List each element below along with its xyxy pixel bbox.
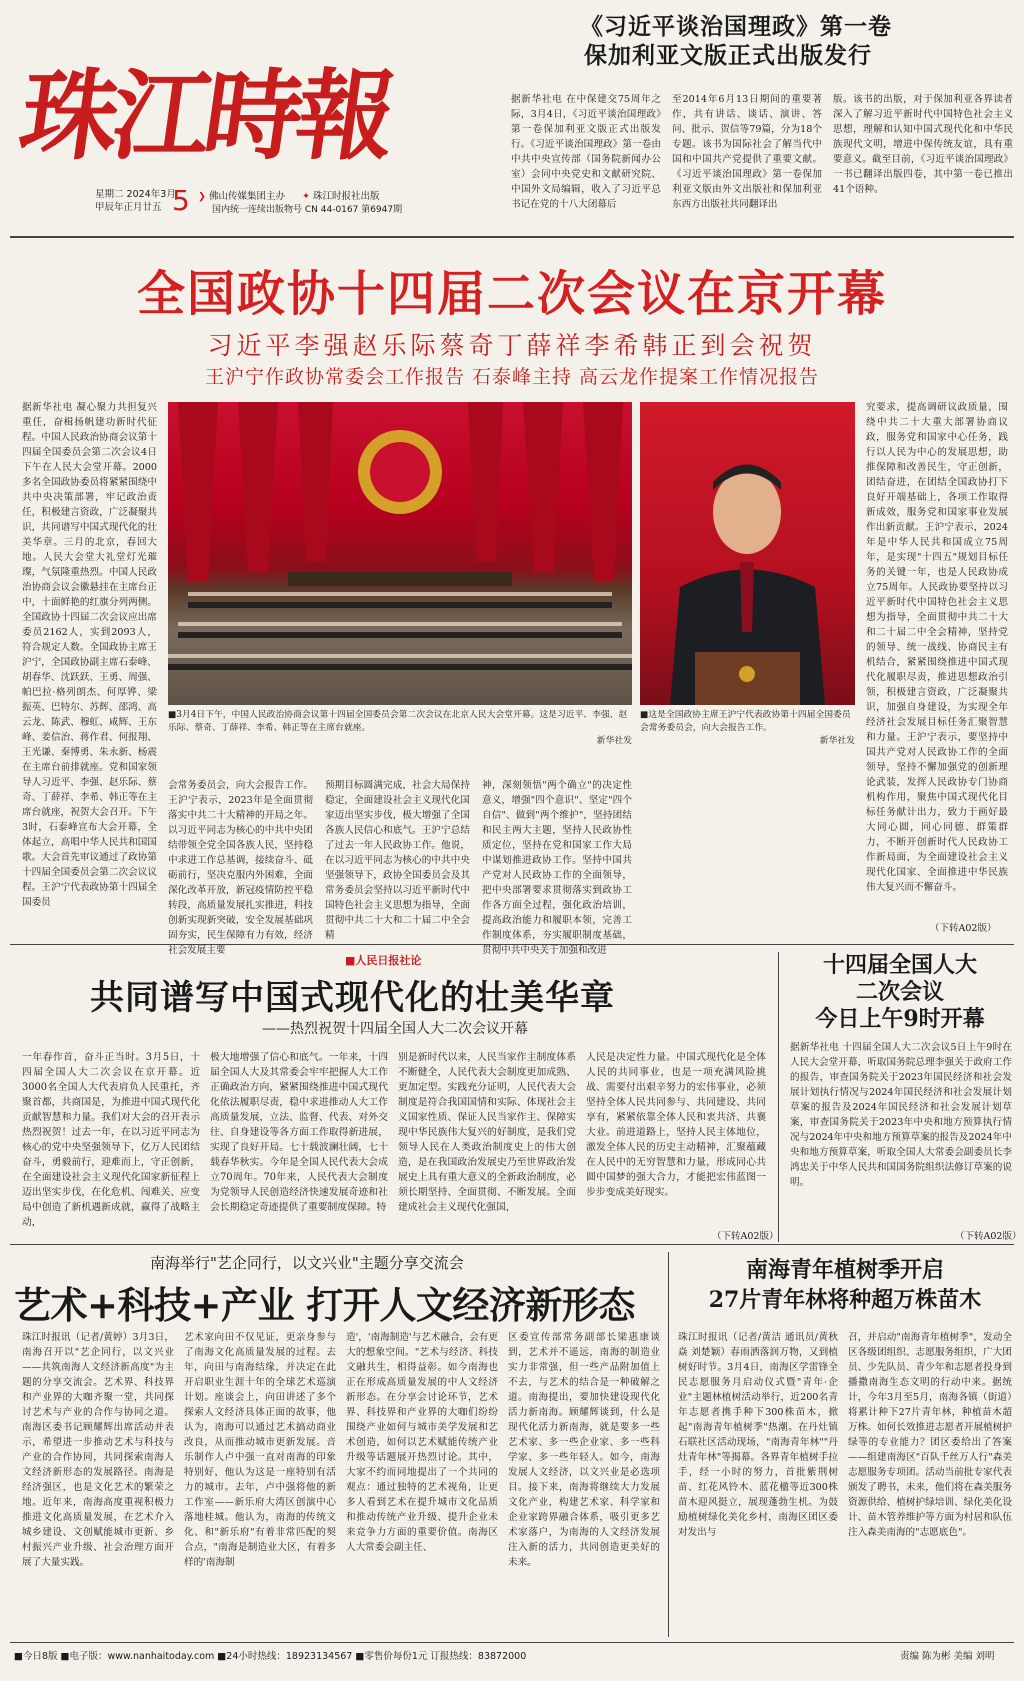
npc-body: 据新华社电 十四届全国人大二次会议5日上午9时在人民大会堂开幕，听取国务院总理李强关于政府工作的报告，审查国务院关于2023年国民经济和社会发展计划执行情况与2024年国民经济和社会发展计划草案的报告及2024年国民经济和社会发展计划草案，审查国务院关于2023年中央和地方预算执行情况与2024年中央和地方预算草案的报告及2024年中央和地方预算草案，听取全国人大常委会副委员长李鸿忠关于中华人民共和国国务院组织法修订草案的说明。 <box>790 1042 1012 1188</box>
lunar-date: 甲辰年正月廿五 <box>95 202 162 213</box>
lead-right-col: 究要求，提高调研议政质量，围绕中共二十大重大部署协商议政，服务党和国家中心任务，践行以人民为中心的发展思想，助推保障和改善民生，守正创新，团结奋进，在团结全国政协打下良好开端基础上，各项工作取得新成效，服务党和国家事业发展作出新贡献。王沪宁表示，2024年是中华人民共和国成立75周年，是实现"十四五"规划目标任务的关键一年，也是人民政协成立75周年。人民政协要坚持以习近平新时代中国特色社会主义思想为指导，全面贯彻中共二十大和二十届二中全会精神，坚持党的领导、统一战线、协商民主有机结合，紧紧围绕推进中国式现代化履职尽责，推进思想政治引领，积极建言资政，广泛凝聚共识，加强自身建设，为实现全年经济社会发展目标任务汇聚智慧和力量。王沪宁表示，要坚持中国共产党对人民政协工作的全面领导，坚持不懈加强党的创新理论武装，发挥人民政协专门协商机构作用，聚焦中国式现代化目标任务献计出力，致力于画好最大同心圆，同心同德、群策群力，不断开创新时代人民政协工作新局面，为全面建设社会主义现代化国家、全面推进中华民族伟大复兴而不懈奋斗。 <box>866 402 1008 893</box>
footer-info: ■今日8版 ■电子版：www.nanhaitoday.com ■24小时热线：18923134567 ■零售价每份1元 订报热线：83872000 <box>14 1651 527 1662</box>
top-story-title <box>580 12 892 70</box>
photo2-caption <box>640 709 855 748</box>
lead-bottom-col3: 神，深刻领悟"两个确立"的决定性意义，增强"四个意识"、坚定"四个自信"、做到"两个维护"，坚持团结和民主两大主题，坚持人民政协性质定位，坚持在党和国家工作大局中谋划推进政协工作。坚持中国共产党对人民政协工作的全面领导，把中央部署要求贯彻落实到政协工作各方面全过程，强化政治培训，提高政治能力和履职本领，完善工作制度体系，夯实履职制度基础，贯彻中共中央关于加强和改进 <box>482 780 632 956</box>
art-headline: 艺术+科技+产业 打开人文经济新形态 <box>14 1283 635 1327</box>
art-col4: 区委宣传部常务副部长梁惠康谈到，艺术并不遥远，南海的制造业实力非常强，但一些产品附加值上不去，与艺术的结合是一种破解之道。南海提出，要加快建设现代化活力新南海。顾耀辉谈到，什么是现代化活力新南海，就是要多一些艺术家、多一些企业家、多一些科学家、多一些年轻人。如今，南海发展人文经济，以文兴业是必选项目。接下来，南海将继续大力发展文化产业，构建艺术家、科学家和企业家跨界融合体系，吸引更多艺术家落户，为南海的人文经济发展注入新的活力，共同创造更美好的未来。 <box>508 1332 660 1568</box>
weekday-date: 星期二 2024年3月 <box>95 189 176 200</box>
photo1-caption-text: ■3月4日下午，中国人民政治协商会议第十四届全国委员会第二次会议在北京人民大会堂开幕。这是习近平、李强、赵乐际、蔡奇、丁薛祥、李希、韩正等在主席台就座。 <box>168 710 628 733</box>
lead-bottom-col2: 预期目标圆满完成，社会大局保持稳定，全面建设社会主义现代化国家迈出坚实步伐，极大增强了全国各族人民信心和底气。王沪宁总结了过去一年人民政协工作。他说，在以习近平同志为核心的中共中央坚强领导下，政协全国委员会及其常务委员会坚持以习近平新时代中国特色社会主义思想为指导，全面贯彻中共二十大和二十届二中全会精 <box>325 780 470 941</box>
editorial-headline: 共同谱写中国式现代化的壮美华章 <box>90 978 615 1018</box>
mid-rule <box>10 1244 1014 1245</box>
art-col1: 珠江时报讯（记者/黄婷）3月3日，南海召开以"艺企同行，以文兴业——共筑南海人文经济新高度"为主题的分享交流会。艺术界、科技界和产业界的大咖齐聚一堂，共同探讨艺术与产业的合作与协同之道。南海区委书记顾耀辉出席活动并表示，希望进一步推动艺术与科技与产业的合作协同，共同探索南海人文经济新形态的发展路径。南海是经济强区，也是文化艺术的繁荣之地。近年来，南海高度重视积极力推进文化高质量发展，在艺术介入城乡建设、文创赋能城市更新、乡村振兴产业升级、社会治理方面开展了大量实践。 <box>22 1332 174 1568</box>
art-col2: 艺术家向田不仅见证，更亲身参与了南海文化高质量发展的过程。去年，向田与南海结缘，并决定在此开启职业生涯十年的全球艺术巡演计划。座谈会上，向田讲述了多个探索人文经济具体正面的故事，他认为，南海可以通过艺术搞动商业改良，从而推动城市更新发展。音乐制作人卢中强一直对南海的印象特别好，他认为这是一座特别有活力的城市。去年，卢中强将他的新工作室——新乐府大湾区创演中心落地桂城。他认为，南海的传统文化、和"新乐府"有着非常匹配的契合点，"南海是制造业大区，有着多样的'南海制 <box>184 1332 336 1568</box>
publisher2: 珠江时报社出版 <box>313 191 380 202</box>
photo1-credit: 新华社发 <box>596 736 632 746</box>
tree-divider <box>668 1252 669 1637</box>
art-kicker: 南海举行"艺企同行，以文兴业"主题分享交流会 <box>150 1254 464 1272</box>
top-story-title-line1: 《习近平谈治国理政》第一卷 <box>580 13 892 40</box>
lead-subhead1: 习近平李强赵乐际蔡奇丁薛祥李希韩正到会祝贺 <box>207 331 817 360</box>
masthead-rule <box>10 236 1014 238</box>
footer-rule <box>10 1642 1014 1643</box>
editorial-col3: 别是新时代以来，人民当家作主制度体系不断健全，人民代表大会制度更加成熟、更加定型。实践充分证明，人民代表大会制度是符合我国国情和实际、体现社会主义国家性质、保证人民当家作主、保障实现中华民族伟大复兴的好制度，是我们党领导人民在人类政治制度史上的伟大创造，是在我国政治发展史乃至世界政治发展史上具有重大意义的全新政治制度，必须长期坚持、全面贯彻、不断发展。全面建成社会主义现代化强国， <box>398 1052 576 1213</box>
photo2-caption-text: ■这是全国政协主席王沪宁代表政协第十四届全国委员会常务委员会，向大会报告工作。 <box>640 710 851 733</box>
assembly-hall-photo <box>168 402 632 705</box>
day-number: 5 <box>172 184 190 217</box>
speaker-photo <box>640 402 855 705</box>
art-col3: 造'，'南海制造'与艺术融合，会有更大的想象空间。"艺术与经济、科技文融共生，相得益彰。如今南海也正在形成高质量发展的中人文经济新形态。在分享会讨论环节，艺术界、科技界和产业界的大咖们纷纷围绕产业如何与城市美学发展和艺术创造，如何以艺术赋能传统产业升级等话题展开热烈讨论。其中，大家不约而同地提出了一个共同的观点：通过独特的艺术视角，让更多人看到艺术在提升城市文化品质和推动传统产业升级、提升企业未来竞争力方面的重要价值。南海区人大常委会副主任、 <box>346 1332 498 1553</box>
tree-headline-line2: 27片青年林将种超万株苗木 <box>708 1287 982 1313</box>
editorial-col2: 极大地增强了信心和底气。一年来，十四届全国人大及其常委会牢牢把握人大工作正确政治方向，紧紧围绕推进中国式现代化依法履职尽责，稳中求进推动人大工作高质量发展，立法、监督、代表、对外交往、自身建设等各方面工作取得新进展，实现了良好开局。七十载波澜壮阔，七十载春华秋实。今年是全国人民代表大会成立70周年。70年来，人民代表大会制度为党领导人民创造经济快速发展奇迹和社会长期稳定奇迹提供了重要制度保障。特 <box>210 1052 388 1213</box>
lead-left-col: 据新华社电 凝心聚力共担复兴重任，奋楫扬帆建功新时代征程。中国人民政治协商会议第十四届全国委员会第二次会议4日下午在人民大会堂开幕。2000多名全国政协委员将紧紧围绕中共中央决策部署，牢记政治责任，积极建言资政，广泛凝聚共识，共同谱写中国式现代化的壮美华章。三月的北京，春回大地。人民大会堂大礼堂灯光璀璨，气氛隆重热烈。中国人民政治协商会议会徽悬挂在主席台正中，十面鲜艳的红旗分列两侧。全国政协十四届二次会议应出席委员2162人，实到2093人，符合规定人数。全国政协主席王沪宁，全国政协副主席石泰峰、胡春华、沈跃跃、王勇、周强、帕巴拉·格列朗杰、何厚铧、梁振英、巴特尔、苏辉、邵鸿、高云龙、陈武、穆虹、咸辉、王东峰、姜信治、蒋作君、何报翔、王光谦、秦博勇、朱永新、杨震在主席台前排就座。党和国家领导人习近平、李强、赵乐际、蔡奇、丁薛祥、李希、韩正等在主席台就座，祝贺大会召开。下午3时，石泰峰宣布大会开幕，全体起立，高唱中华人民共和国国歌。大会首先审议通过了政协第十四届全国委员会第二次会议议程。王沪宁代表政协第十四届全国委员 <box>22 402 157 908</box>
publisher: 佛山传媒集团主办 <box>209 191 286 202</box>
tree-col2: 召，并启动"南海青年植树季"，发动全区各级团组织、志愿服务组织，广大团员、少先队员、青少年和志愿者投身到播撒南海生态文明的行动中来。据统计，今年3月至5月，南海各镇（街道）将累计种下27片青年林，种植苗木超万株。如何长效推进志愿者开展植树护绿等的专业能力？团区委给出了答案——组建南海区"百队千丝万人行"森美志愿服务专项团。活动当前批专家代表颁发了聘书，未来，他们将在森美服务资源供给、植树护绿培训、绿化美化设计、苗木管养维护等方面为村居和队伍注入森美南海的"志愿底色"。 <box>848 1332 1012 1538</box>
editorial-source: ■人民日报社论 <box>345 954 422 967</box>
npc-headline-line2: 二次会议 <box>855 979 944 1005</box>
editorial-col4: 人民是决定性力量。中国式现代化是全体人民的共同事业，也是一项充满风险挑战、需要付出艰辛努力的宏伟事业，必须坚持全体人民共同参与、共同建设、共同享有，紧紧依靠全体人民和衷共济、共襄大业。前进道路上，坚持人民主体地位，激发全体人民的历史主动精神，汇聚蕴藏在人民中的无穷智慧和力量，形成同心共圆中国梦的强大合力，才能把宏伟蓝图一步步变成美好现实。 <box>586 1052 766 1198</box>
cn-number: 国内统一连续出版物号 CN 44-0167 第6947期 <box>212 205 403 215</box>
footer-editors: 责编 陈为彬 美编 刘明 <box>900 1651 995 1662</box>
assembly-hall-illustration <box>168 402 632 705</box>
top-story-title-line2: 保加利亚文版正式出版发行 <box>584 42 872 69</box>
editorial-subhead: ——热烈祝贺十四届全国人大二次会议开幕 <box>262 1021 528 1037</box>
tree-headline-line1: 南海青年植树季开启 <box>745 1257 944 1283</box>
lead-bottom-col1: 会常务委员会，向大会报告工作。王沪宁表示，2023年是全面贯彻落实中共二十大精神的开局之年。以习近平同志为核心的中共中央团结带领全党全国各族人民，坚持稳中求进工作总基调，接续奋斗、砥砺前行，坚决克服内外困难，全面深化改革开放，新冠疫情防控平稳转段，高质量发展扎实推进，科技创新实现新突破，安全发展基础巩固夯实，民生保障有力有效，经济社会发展主要 <box>168 780 313 956</box>
editorial-turn: （下转A02版） <box>712 1231 779 1242</box>
npc-divider <box>778 952 779 1242</box>
masthead-logo: 珠江時報 <box>12 59 397 174</box>
publisher-block <box>198 188 380 202</box>
npc-turn: （下转A02版） <box>955 1231 1022 1242</box>
npc-headline-line1: 十四届全国人大 <box>822 952 977 978</box>
lead-turn: （下转A02版） <box>930 923 997 934</box>
lead-bottom-rule <box>10 944 1014 945</box>
lead-subhead2: 王沪宁作政协常委会工作报告 石泰峰主持 高云龙作提案工作情况报告 <box>204 366 820 388</box>
masthead-date <box>95 188 176 214</box>
npc-headline <box>785 952 1015 1033</box>
photo1-caption <box>168 709 632 748</box>
tree-headline <box>675 1255 1015 1315</box>
lead-headline: 全国政协十四届二次会议在京开幕 <box>136 266 887 322</box>
top-story-col2: 至2014年6月13日期间的重要著作，共有讲话、谈话、演讲、答问、批示、贺信等79篇，分为18个专题。该书为国际社会了解当代中国和中国共产党提供了重要文献。《习近平谈治国理政》第一卷保加利亚文版由外文出版社和保加利亚东西方出版社共同翻译出 <box>672 94 822 210</box>
npc-headline-line3: 今日上午9时开幕 <box>815 1006 985 1032</box>
tree-col1: 珠江时报讯（记者/黄洁 通讯员/黄秋焱 刘楚颖）春雨洒落润万物，又到植树好时节。3月4日，南海区学雷锋全民志愿服务月启动仪式暨"青年·企业"主题林植树活动举行，近200名青年志愿者携手种下300株苗木，掀起"南海青年植树季"热潮。在丹灶镇石联社区活动现场，"南海青年林""丹灶青年林"等揭幕。各界青年植树手拉手，经一小时的努力，首批紫荆树苗、红花风铃木、蓝花楹等近300株苗木迎风挺立，展现蓬勃生机。为鼓励植树绿化美化乡村，南海区团区委对发出与 <box>678 1332 838 1538</box>
top-story-col1: 据新华社电 在中保建交75周年之际，3月4日，《习近平谈治国理政》第一卷保加利亚文版正式出版发行。《习近平谈治国理政》第一卷由中共中央宣传部（国务院新闻办公室）会同中央党史和文献研究院、中国外文局编辑，收入了习近平总书记在党的十八大闭幕后 <box>511 94 661 210</box>
speaker-illustration <box>640 402 855 705</box>
photo2-credit: 新华社发 <box>819 736 855 746</box>
publisher2-icon: ✦ <box>302 191 311 202</box>
publisher-icon: ❯ <box>198 191 206 202</box>
editorial-col1: 一年春作首，奋斗正当时。3月5日，十四届全国人大二次会议在京开幕。近3000名全国人大代表肩负人民重托，齐聚首都，共商国是，为推进中国式现代化贡献智慧和力量。我们对大会的召开表示热烈祝贺！过去一年，在以习近平同志为核心的党中央坚强领导下，亿万人民团结奋斗，勇毅前行，迎难而上，守正创新，在全面建设社会主义现代化国家新征程上迈出坚实步伐，在化危机、闯难关、应变局中创造了新机遇新成就，赢得了战略主动， <box>22 1052 200 1228</box>
top-story-col3: 版。该书的出版，对于保加利亚各界读者深入了解习近平新时代中国特色社会主义思想，理解和认知中国式现代化和中华民族现代文明，增进中保传统友谊，具有重要意义。截至目前，《习近平谈治国理政》一书已翻译出版四卷，其中第一卷已推出41个语种。 <box>833 94 1013 195</box>
